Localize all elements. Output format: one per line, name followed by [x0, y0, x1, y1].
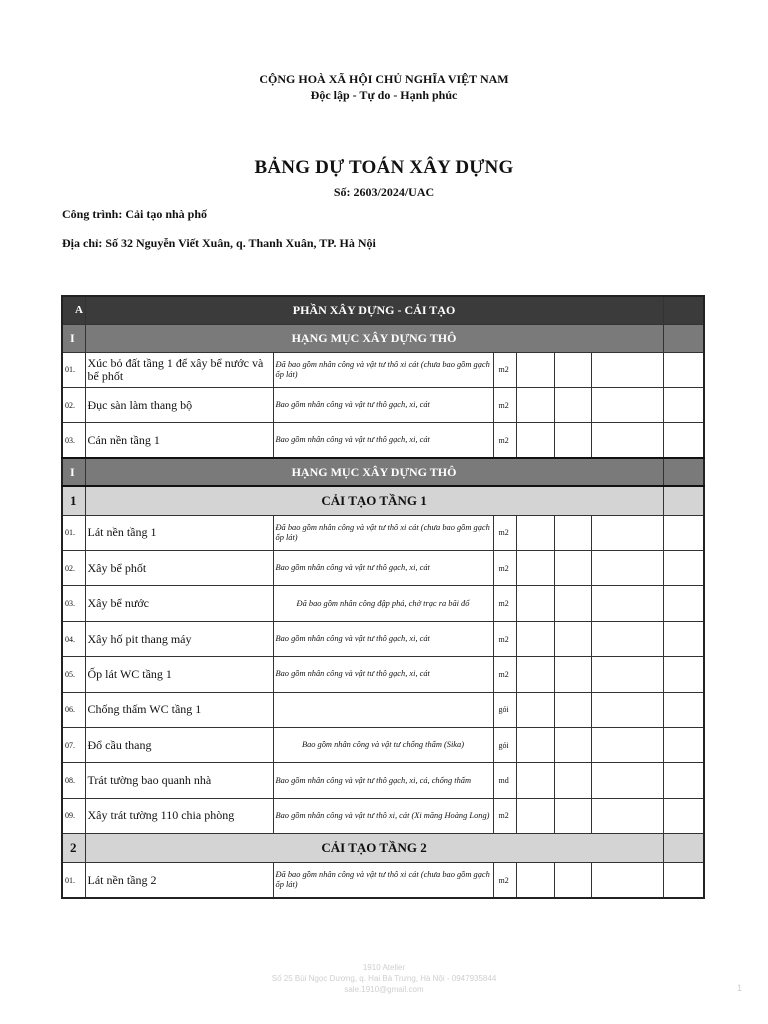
national-motto: Độc lập - Tự do - Hạnh phúc	[310, 88, 458, 102]
estimate-table	[61, 295, 705, 899]
item-quantity	[516, 798, 554, 833]
section-header-row	[62, 324, 704, 352]
item-number: 08.	[62, 763, 85, 798]
item-unit-price	[554, 692, 591, 727]
table-row	[62, 387, 704, 422]
item-unit: m2	[493, 551, 516, 586]
item-unit: m2	[493, 423, 516, 458]
item-unit-price	[554, 657, 591, 692]
item-unit: gói	[493, 728, 516, 763]
subsection-title: CẢI TẠO TẦNG 2	[85, 834, 663, 863]
item-name: Trát tường bao quanh nhà	[85, 763, 273, 798]
item-name: Cán nền tầng 1	[85, 423, 273, 458]
item-unit: md	[493, 763, 516, 798]
item-number: 07.	[62, 728, 85, 763]
item-unit: m2	[493, 352, 516, 387]
item-amount	[591, 515, 663, 550]
item-quantity	[516, 692, 554, 727]
item-unit-price	[554, 387, 591, 422]
document-number: Số: 2603/2024/UAC	[333, 185, 435, 199]
item-amount	[591, 621, 663, 656]
item-note: Bao gồm nhân công và vật tư thô xi, cát (Xi măng Hoàng Long)	[273, 798, 493, 833]
item-quantity	[516, 515, 554, 550]
item-name: Đổ cầu thang	[85, 728, 273, 763]
item-remark	[663, 387, 704, 422]
item-amount	[591, 863, 663, 898]
subsection-header-row	[62, 834, 704, 863]
item-unit-price	[554, 763, 591, 798]
project-address: Địa chỉ: Số 32 Nguyễn Viết Xuân, q. Thanh Xuân, TP. Hà Nội	[62, 236, 376, 250]
item-quantity	[516, 657, 554, 692]
item-unit: m2	[493, 621, 516, 656]
item-quantity	[516, 621, 554, 656]
item-unit-price	[554, 352, 591, 387]
item-note: Bao gồm nhân công và vật tư thô gạch, xi, cát	[273, 621, 493, 656]
page-number: 1	[737, 983, 743, 993]
table-row	[62, 551, 704, 586]
item-number: 02.	[62, 387, 85, 422]
item-unit: gói	[493, 692, 516, 727]
item-unit: m2	[493, 515, 516, 550]
item-unit: m2	[493, 387, 516, 422]
document-title: BẢNG DỰ TOÁN XÂY DỰNG	[254, 157, 514, 178]
subsection-header-row	[62, 486, 704, 515]
item-number: 09.	[62, 798, 85, 833]
item-name: Xúc bỏ đất tầng 1 để xây bể nước và bể phốt	[85, 352, 273, 387]
item-amount	[591, 763, 663, 798]
table-row	[62, 863, 704, 898]
item-remark	[663, 621, 704, 656]
subsection-title: CẢI TẠO TẦNG 1	[85, 486, 663, 515]
item-amount	[591, 352, 663, 387]
item-unit: m2	[493, 586, 516, 621]
section-code: I	[62, 324, 85, 352]
item-number: 05.	[62, 657, 85, 692]
item-note: Đã bao gồm nhân công và vật tư thô xi cát (chưa bao gồm gạch ốp lát)	[273, 863, 493, 898]
item-remark	[663, 692, 704, 727]
item-note	[273, 692, 493, 727]
item-unit-price	[554, 863, 591, 898]
item-amount	[591, 387, 663, 422]
item-amount	[591, 657, 663, 692]
item-note: Bao gồm nhân công và vật tư thô gạch, xi, cát	[273, 657, 493, 692]
item-amount	[591, 728, 663, 763]
item-number: 01.	[62, 352, 85, 387]
item-name: Chống thấm WC tầng 1	[85, 692, 273, 727]
section-code: I	[62, 458, 85, 486]
item-number: 03.	[62, 586, 85, 621]
item-unit-price	[554, 586, 591, 621]
item-name: Xây bể phốt	[85, 551, 273, 586]
item-quantity	[516, 551, 554, 586]
item-unit-price	[554, 728, 591, 763]
footer-company: 1910 Atelier	[362, 963, 406, 972]
item-amount	[591, 586, 663, 621]
item-name: Lát nền tầng 2	[85, 863, 273, 898]
item-name: Xây bể nước	[85, 586, 273, 621]
subsection-code: 2	[62, 834, 85, 863]
item-remark	[663, 763, 704, 798]
item-unit: m2	[493, 798, 516, 833]
item-note: Bao gồm nhân công và vật tư thô gạch, xi, cá, chống thấm	[273, 763, 493, 798]
item-quantity	[516, 352, 554, 387]
project-name: Công trình: Cải tạo nhà phố	[62, 207, 208, 221]
item-number: 03.	[62, 423, 85, 458]
footer-address: Số 25 Bùi Ngọc Dương, q. Hai Bà Trưng, Hà Nội - 0947935844	[271, 974, 497, 983]
item-note: Bao gồm nhân công và vật tư chống thấm (Sika)	[273, 728, 493, 763]
item-amount	[591, 423, 663, 458]
item-unit: m2	[493, 657, 516, 692]
item-remark	[663, 551, 704, 586]
table-row	[62, 657, 704, 692]
table-row	[62, 423, 704, 458]
table-row	[62, 586, 704, 621]
item-quantity	[516, 728, 554, 763]
item-remark	[663, 728, 704, 763]
table-row	[62, 621, 704, 656]
item-name: Xây trát tường 110 chia phòng	[85, 798, 273, 833]
section-title: HẠNG MỤC XÂY DỰNG THÔ	[85, 324, 663, 352]
table-row	[62, 798, 704, 833]
item-unit-price	[554, 551, 591, 586]
item-unit-price	[554, 515, 591, 550]
item-unit-price	[554, 621, 591, 656]
table-row	[62, 763, 704, 798]
national-title: CỘNG HOÀ XÃ HỘI CHỦ NGHĨA VIỆT NAM	[259, 72, 509, 86]
item-number: 01.	[62, 515, 85, 550]
item-number: 02.	[62, 551, 85, 586]
item-remark	[663, 586, 704, 621]
item-name: Lát nền tầng 1	[85, 515, 273, 550]
table-row	[62, 728, 704, 763]
item-amount	[591, 692, 663, 727]
item-note: Đã bao gồm nhân công đập phá, chở trạc ra bãi đổ	[273, 586, 493, 621]
item-remark	[663, 863, 704, 898]
table-row	[62, 352, 704, 387]
item-name: Xây hố pit thang máy	[85, 621, 273, 656]
item-remark	[663, 657, 704, 692]
item-quantity	[516, 423, 554, 458]
table-row	[62, 515, 704, 550]
item-quantity	[516, 763, 554, 798]
section-header-row	[62, 458, 704, 486]
subsection-code: 1	[62, 486, 85, 515]
item-number: 01.	[62, 863, 85, 898]
item-number: 06.	[62, 692, 85, 727]
item-note: Đã bao gồm nhân công và vật tư thô xi cát (chưa bao gồm gạch ốp lát)	[273, 352, 493, 387]
section-title: HẠNG MỤC XÂY DỰNG THÔ	[85, 458, 663, 486]
item-note: Bao gồm nhân công và vật tư thô gạch, xi, cát	[273, 423, 493, 458]
footer-email[interactable]: sale.1910@gmail.com	[344, 985, 424, 994]
part-title: PHẦN XÂY DỰNG - CẢI TẠO	[85, 296, 663, 324]
item-name: Đục sàn làm thang bộ	[85, 387, 273, 422]
item-note: Đã bao gồm nhân công và vật tư thô xi cát (chưa bao gồm gạch ốp lát)	[273, 515, 493, 550]
part-code: A	[62, 296, 85, 324]
item-quantity	[516, 863, 554, 898]
item-remark	[663, 798, 704, 833]
item-amount	[591, 798, 663, 833]
item-quantity	[516, 586, 554, 621]
item-amount	[591, 551, 663, 586]
item-remark	[663, 423, 704, 458]
item-note: Bao gồm nhân công và vật tư thô gạch, xi, cát	[273, 387, 493, 422]
item-unit-price	[554, 423, 591, 458]
item-quantity	[516, 387, 554, 422]
item-note: Bao gồm nhân công và vật tư thô gạch, xi, cát	[273, 551, 493, 586]
part-header-row	[62, 296, 704, 324]
item-unit: m2	[493, 863, 516, 898]
item-unit-price	[554, 798, 591, 833]
item-name: Ốp lát WC tầng 1	[85, 657, 273, 692]
item-remark	[663, 352, 704, 387]
table-row	[62, 692, 704, 727]
item-number: 04.	[62, 621, 85, 656]
item-remark	[663, 515, 704, 550]
